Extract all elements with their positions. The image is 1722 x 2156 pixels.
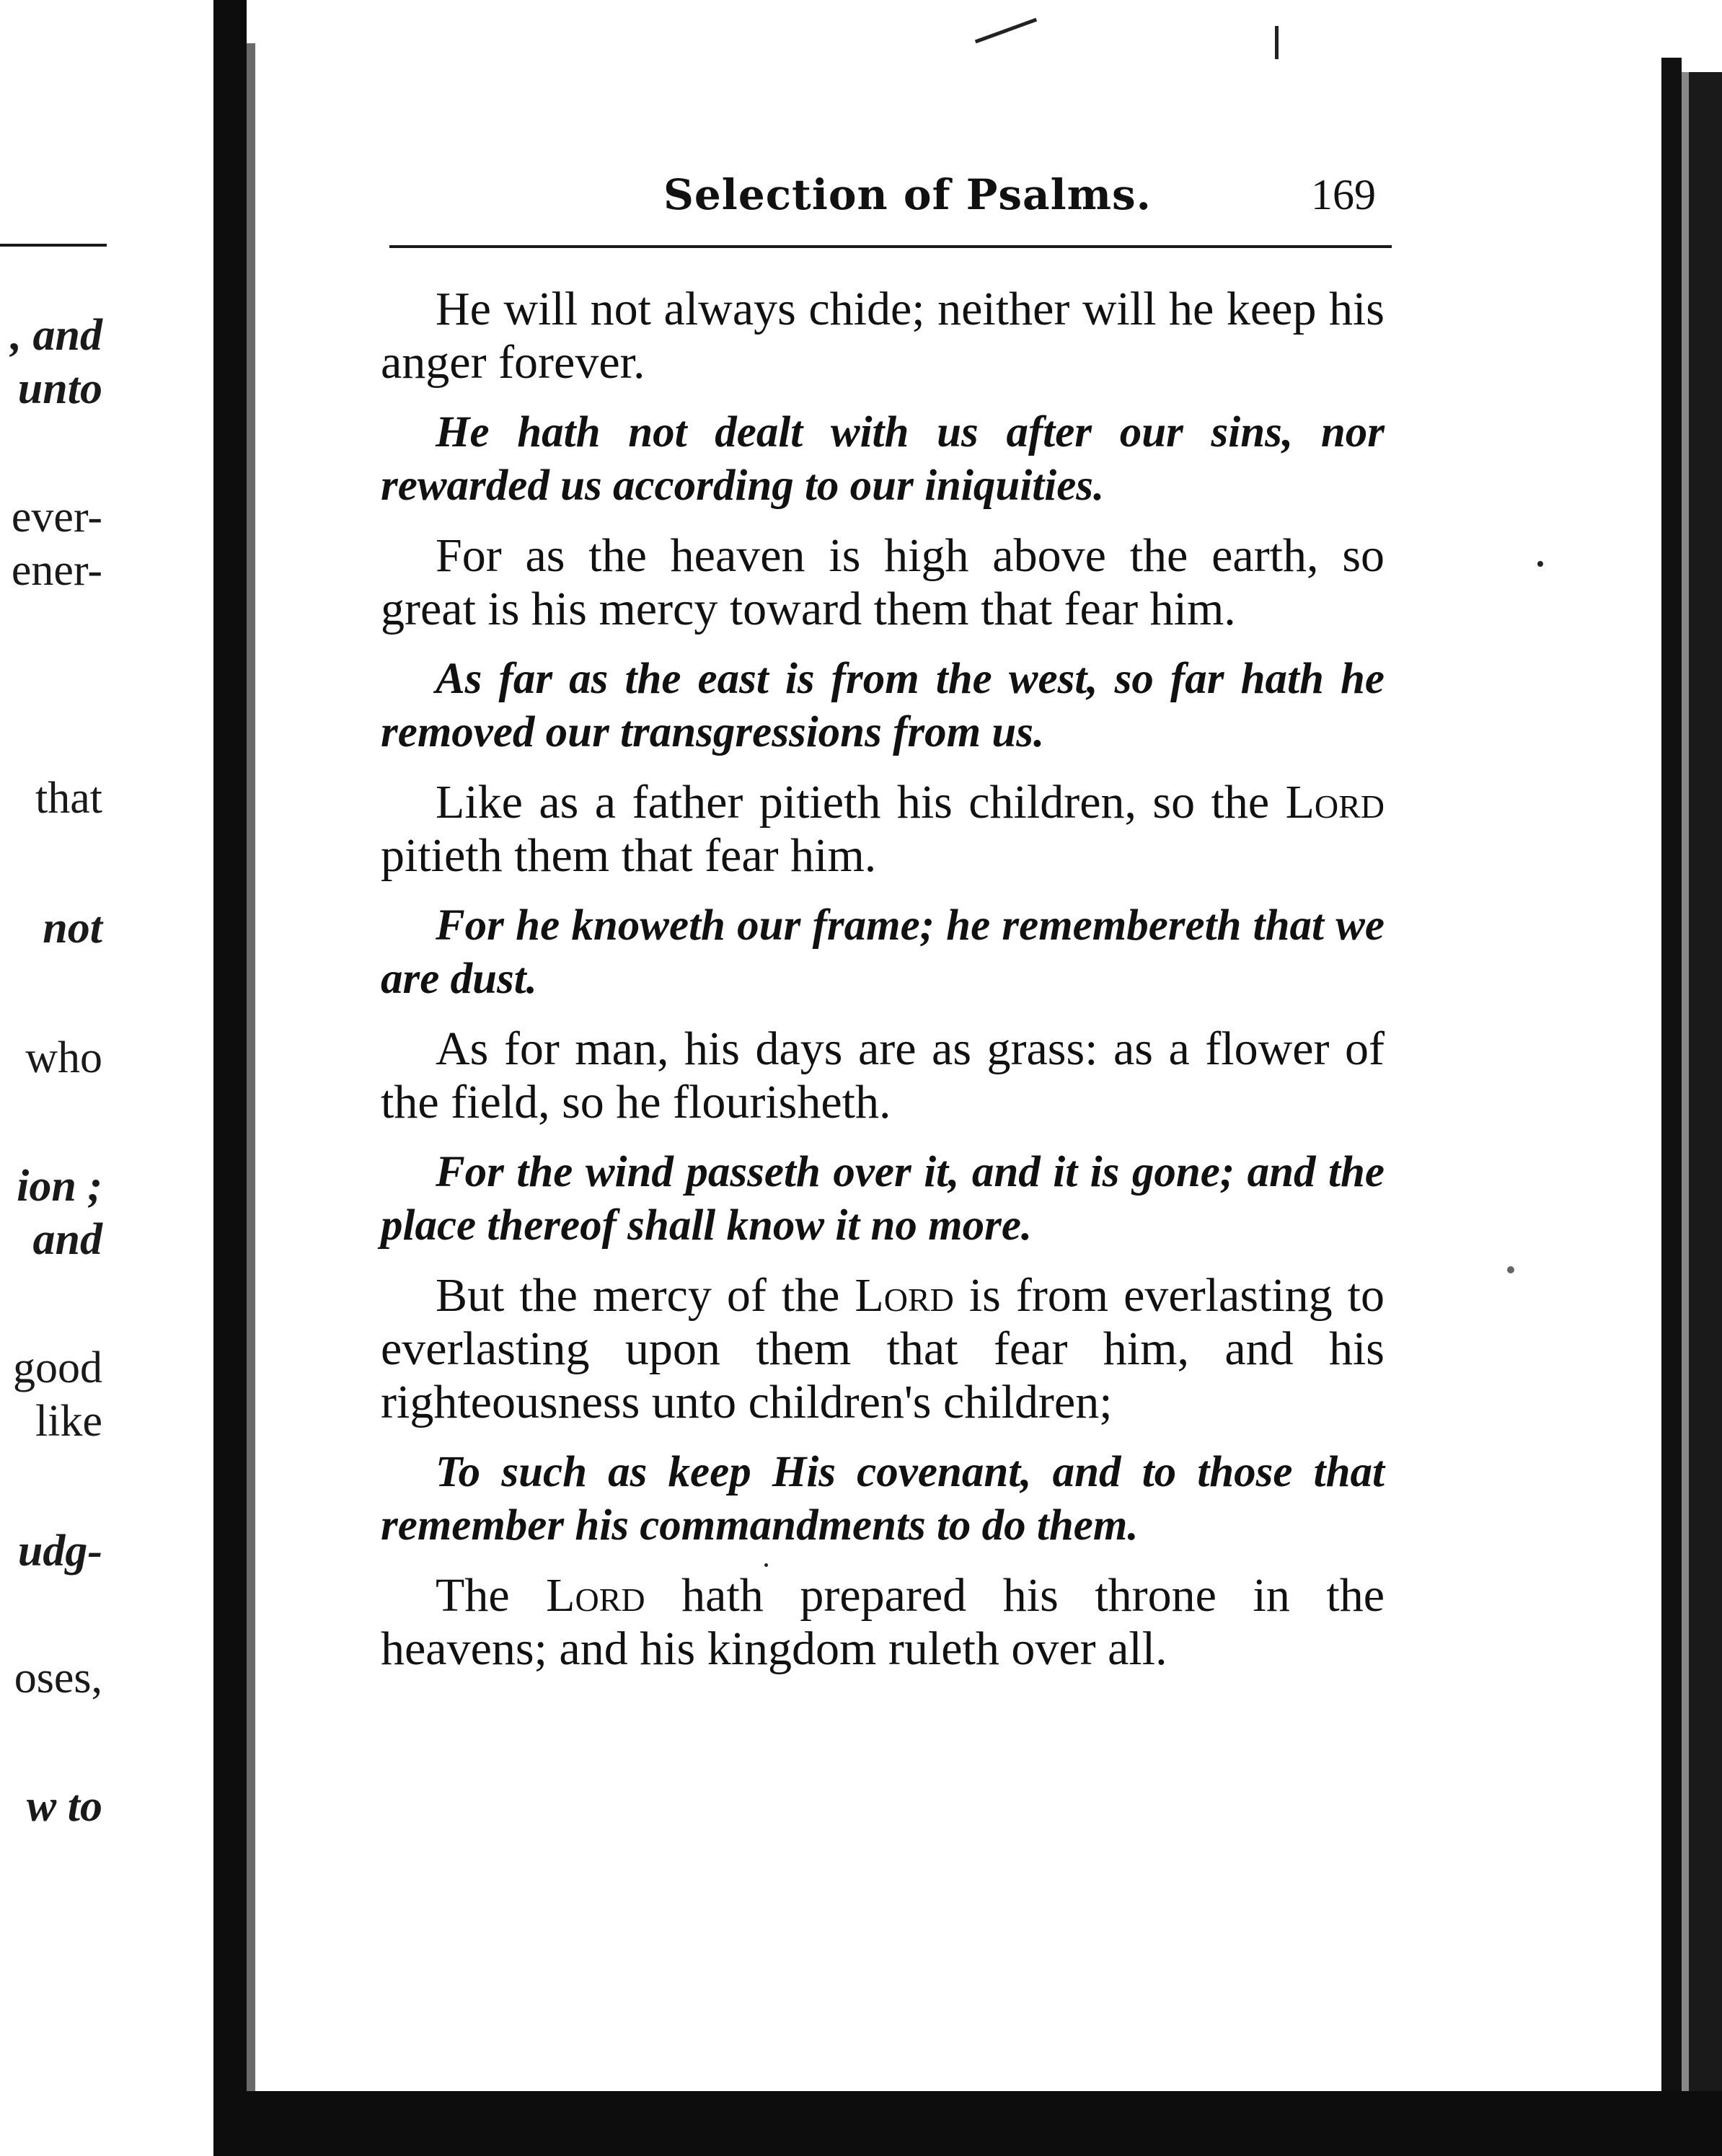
left-page-fragment: good xyxy=(13,1343,102,1392)
verse-text: He hath not dealt with us after our sins, nor rewarded us according to our iniquities. xyxy=(381,408,1385,510)
scan-mark xyxy=(1537,561,1543,567)
left-page-fragment: ener- xyxy=(11,546,102,595)
verse-text: To such as keep His covenant, and to those that remember his commandments to do them. xyxy=(381,1448,1385,1550)
verse-text: The xyxy=(436,1569,547,1622)
verse-text: pitieth them that fear him. xyxy=(381,829,877,882)
verse-text: For the wind passeth over it, and it is gone; and the place thereof shall know it no more. xyxy=(381,1148,1385,1250)
divine-name: Lord xyxy=(855,1269,954,1322)
left-page-fragment: that xyxy=(35,774,102,823)
page-edge-highlight xyxy=(1682,72,1689,2156)
bottom-scan-border xyxy=(213,2091,1722,2156)
verse-text: hath prepared his throne in the heavens; and his kingdom ruleth over all. xyxy=(381,1569,1385,1675)
verse-text: He will not always chide; neither will he keep his anger forever. xyxy=(381,283,1385,389)
verse-text: is from everlasting to everlasting upon them that fear him, and his righteousness unto children's children; xyxy=(381,1269,1385,1428)
response-verse xyxy=(381,1146,1385,1252)
verse-text: As for man, his days are as grass: as a flower of the field, so he flourisheth. xyxy=(381,1022,1385,1128)
response-verse xyxy=(381,653,1385,759)
verse-text: But the mercy of the xyxy=(436,1269,855,1322)
scan-mark xyxy=(1275,26,1279,59)
response-verse xyxy=(381,899,1385,1006)
left-facing-page xyxy=(0,0,224,2156)
left-page-fragment: oses, xyxy=(14,1653,102,1702)
verse xyxy=(381,529,1385,636)
psalm-text xyxy=(381,283,1385,1692)
left-page-fragment: and xyxy=(32,1215,102,1264)
response-verse xyxy=(381,1446,1385,1552)
verse xyxy=(381,776,1385,883)
left-page-fragment: not xyxy=(43,904,102,953)
left-page-fragment: unto xyxy=(17,364,102,413)
left-page-fragment: , and xyxy=(10,311,102,360)
page-edge xyxy=(1661,58,1682,2156)
running-head: Selection of Psalms. xyxy=(663,170,1152,219)
verse xyxy=(381,1569,1385,1676)
verse-text: For as the heaven is high above the earth, so great is his mercy toward them that fear him. xyxy=(381,529,1385,635)
divine-name: Lord xyxy=(546,1569,645,1622)
scan-mark xyxy=(764,1563,768,1567)
verse xyxy=(381,1022,1385,1129)
left-page-fragment: ion ; xyxy=(17,1162,102,1211)
verse xyxy=(381,283,1385,389)
left-page-fragment: w to xyxy=(26,1782,102,1831)
page-top-margin xyxy=(255,0,1722,50)
response-verse xyxy=(381,406,1385,513)
verse-text: For he knoweth our frame; he remembereth that we are dust. xyxy=(381,901,1385,1003)
verse-text: As far as the east is from the west, so far hath he removed our transgressions from us. xyxy=(381,655,1385,756)
scan-mark xyxy=(1507,1266,1514,1273)
verse-text: Like as a father pitieth his children, so the xyxy=(436,776,1286,829)
divine-name: Lord xyxy=(1285,776,1385,829)
left-page-fragment: like xyxy=(35,1397,102,1446)
book-gutter-shadow xyxy=(247,43,255,2156)
book-cover-edge xyxy=(1689,72,1722,2156)
left-page-fragment: who xyxy=(25,1033,102,1082)
header-rule xyxy=(389,245,1392,248)
left-page-fragment: udg- xyxy=(17,1527,102,1576)
book-gutter xyxy=(213,0,247,2156)
left-page-fragment: ever- xyxy=(11,492,102,542)
left-page-rule xyxy=(0,244,107,247)
page-number: 169 xyxy=(1311,171,1376,218)
verse xyxy=(381,1269,1385,1429)
